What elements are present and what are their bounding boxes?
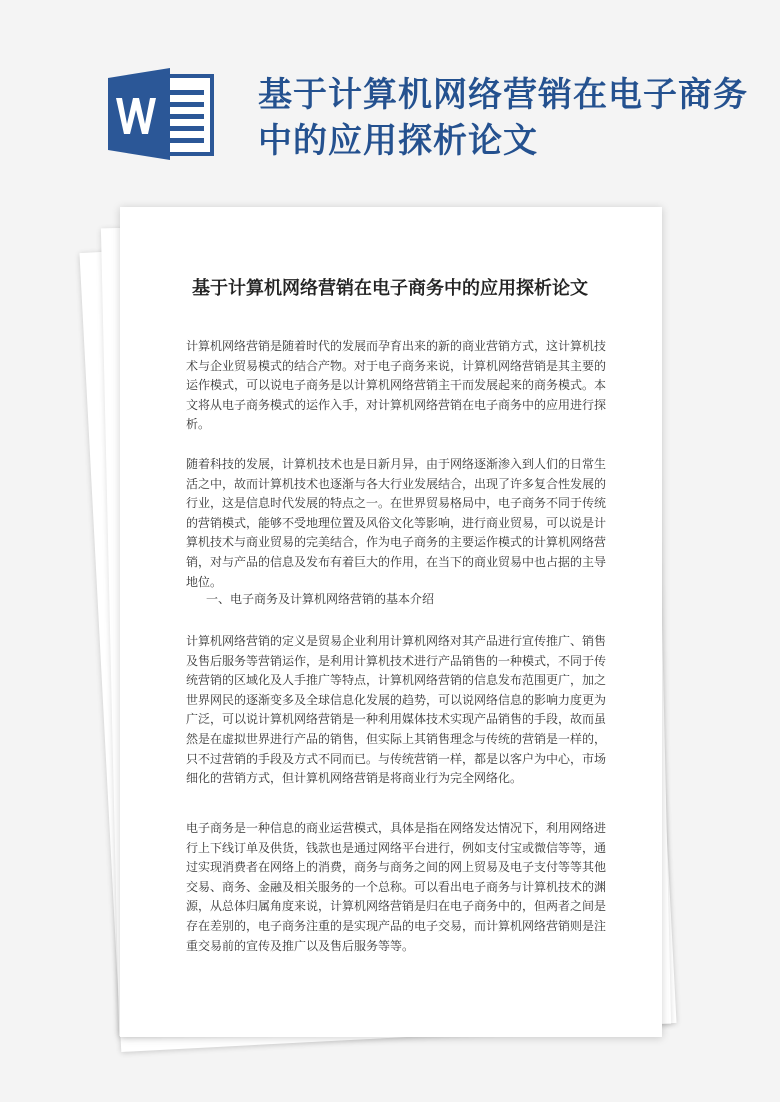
paragraph: 计算机网络营销是随着时代的发展而孕育出来的新的商业营销方式，这计算机技术与企业贸易模式的结合产物。对于电子商务来说，计算机网络营销是其主要的运作模式，可以说电子商务是以计算机网络营销主干而发展起来的商务模式。本文将从电子商务模式的运作入手，对计算机网络营销在电子商务中的应用进行探析。: [186, 339, 607, 432]
document-page: [120, 207, 662, 1037]
document-title: 基于计算机网络营销在电子商务中的应用探析论文: [192, 278, 588, 299]
paragraph: 电子商务是一种信息的商业运营模式，具体是指在网络发达情况下，利用网络进行上下线订单及供货，钱款也是通过网络平台进行，例如支付宝或微信等等，通过实现消费者在网络上的消费，商务与商务之间的网上贸易及电子支付等等其他交易、商务、金融及相关服务的一个总称。可以看出电子商务与计算机技术的渊源，从总体归属角度来说，计算机网络营销是归在电子商务中的，但两者之间是存在差别的，电子商务注重的是实现产品的电子交易，而计算机网络营销则是注重交易前的宣传及推广以及售后服务等等。: [186, 821, 607, 953]
section-heading: 一、电子商务及计算机网络营销的基本介绍: [206, 592, 435, 606]
paragraph: 随着科技的发展，计算机技术也是日新月异，由于网络逐渐渗入到人们的日常生活之中，故而计算机技术也逐渐与各大行业发展结合，出现了许多复合性发展的行业，这是信息时代发展的特点之一。在世界贸易格局中，电子商务不同于传统的营销模式，能够不受地理位置及风俗文化等影响，进行商业贸易，可以说是计算机技术与商业贸易的完美结合，作为电子商务的主要运作模式的计算机网络营销，对与产品的信息及发布有着巨大的作用，在当下的商业贸易中也占据的主导地位。: [186, 457, 607, 589]
word-icon: [108, 68, 218, 160]
paragraph: 计算机网络营销的定义是贸易企业利用计算机网络对其产品进行宣传推广、销售及售后服务等营销运作，是利用计算机技术进行产品销售的一种模式，不同于传统营销的区域化及人手推广等特点，计算机网络营销的信息发布范围更广，加之世界网民的逐渐变多及全球信息化发展的趋势，可以说网络信息的影响力度更为广泛，可以说计算机网络营销是一种利用媒体技术实现产品销售的手段，故而虽然是在虚拟世界进行产品的销售，但实际上其销售理念与传统的营销是一样的，只不过营销的手段及方式不同而已。与传统营销一样，都是以客户为中心，市场细化的营销方式，但计算机网络营销是将商业行为完全网络化。: [186, 634, 607, 786]
header: [0, 0, 780, 200]
header-title: 基于计算机网络营销在电子商务中的应用探析论文: [258, 75, 748, 161]
